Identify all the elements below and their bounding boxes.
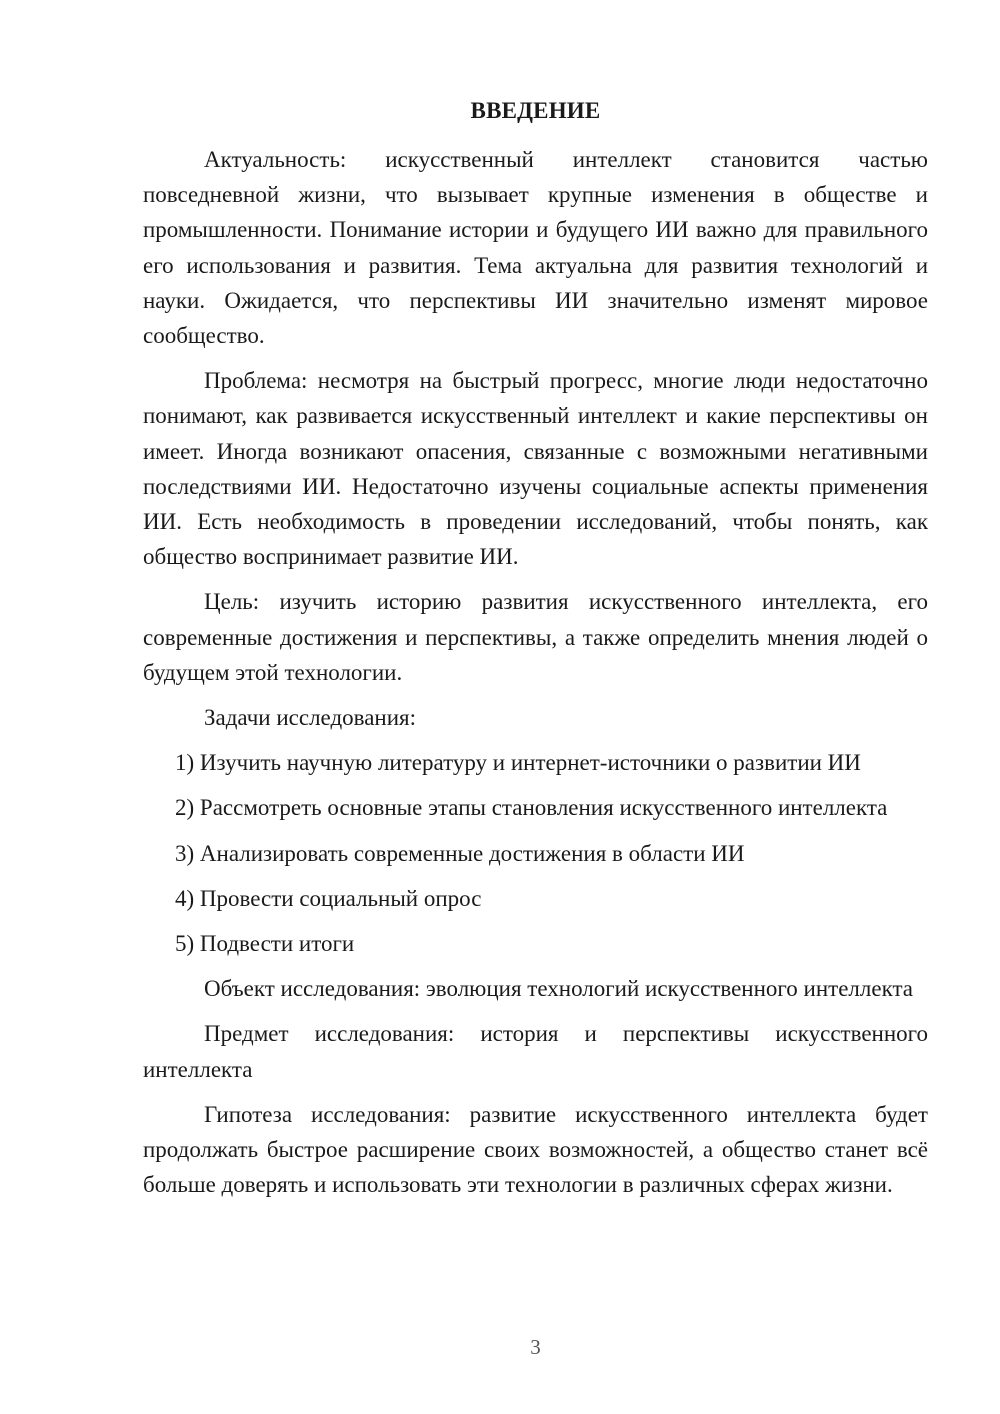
relevance-paragraph: Актуальность: искусственный интеллект становится частью повседневной жизни, что вызывает крупные изменения в обществе и промышленности. Понимание истории и будущего ИИ важно для правильного его использования и развития. Тема актуальна для развития технологий и науки. Ожидается, что перспективы ИИ значительно изменят мировое сообщество.	[143, 147, 928, 349]
page-title: ВВЕДЕНИЕ	[470, 98, 601, 123]
object-paragraph: Объект исследования: эволюция технологий искусственного интеллекта	[204, 976, 913, 1002]
problem-paragraph: Проблема: несмотря на быстрый прогресс, многие люди недостаточно понимают, как развивается искусственный интеллект и какие перспективы он имеет. Иногда возникают опасения, связанные с возможными негативными последствиями ИИ. Недостаточно изучены социальные аспекты применения ИИ. Есть необходимость в проведении исследований, чтобы понять, как общество воспринимает развитие ИИ.	[143, 368, 928, 570]
task-item: 5) Подвести итоги	[175, 931, 355, 957]
task-item: 4) Провести социальный опрос	[175, 885, 482, 911]
goal-paragraph: Цель: изучить историю развития искусственного интеллекта, его современные достижения и перспективы, а также определить мнения людей о будущем этой технологии.	[143, 589, 928, 685]
task-item: 3) Анализировать современные достижения в области ИИ	[175, 840, 745, 866]
hypothesis-paragraph: Гипотеза исследования: развитие искусственного интеллекта будет продолжать быстрое расширение своих возможностей, а общество станет всё больше доверять и использовать эти технологии в различных сферах жизни.	[143, 1101, 928, 1198]
subject-paragraph: Предмет исследования: история и перспективы искусственного интеллекта	[143, 1021, 928, 1082]
task-item: 1) Изучить научную литературу и интернет-источники о развитии ИИ	[175, 750, 861, 776]
document-page	[143, 0, 928, 1414]
tasks-heading: Задачи исследования:	[204, 705, 417, 731]
document-body	[143, 142, 928, 1212]
page-number: 3	[530, 1335, 541, 1359]
task-item: 2) Рассмотреть основные этапы становления искусственного интеллекта	[175, 795, 888, 821]
